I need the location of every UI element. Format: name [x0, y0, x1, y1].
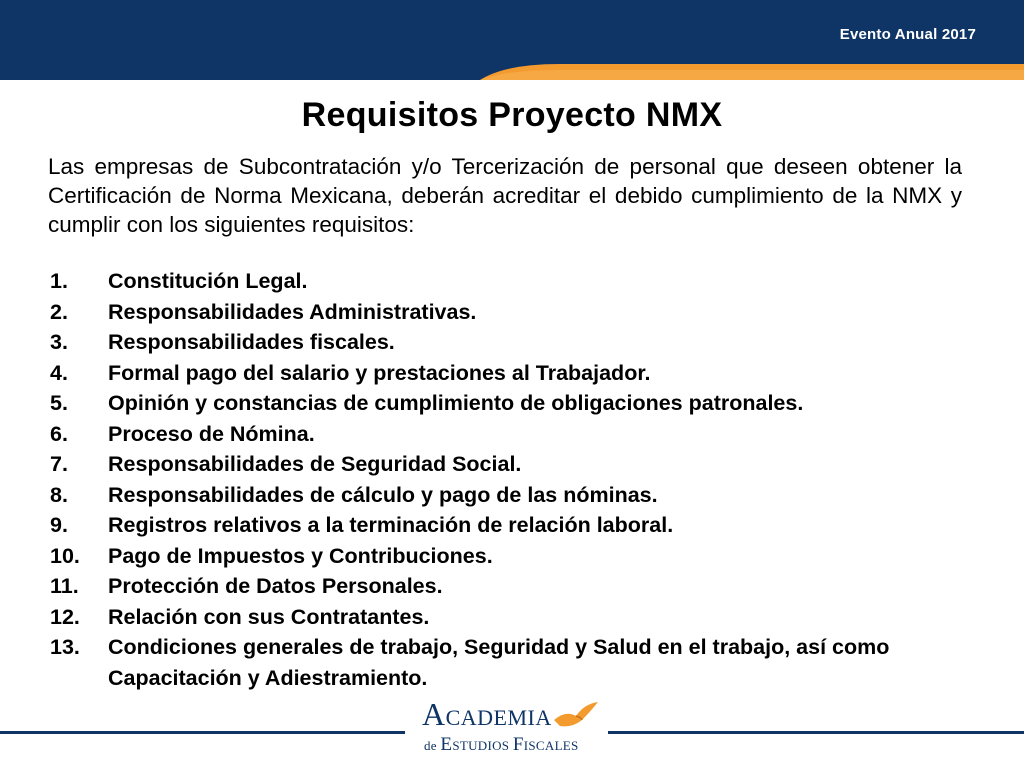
list-item-number: 8. [50, 482, 68, 507]
list-item [50, 602, 970, 633]
list-item-text: Responsabilidades fiscales. [108, 330, 395, 354]
list-item [50, 541, 970, 572]
intro-paragraph: Las empresas de Subcontratación y/o Tercerización de personal que deseen obtener la Certificación de Norma Mexicana, deberán acreditar el debido cumplimiento de la NMX y cumplir con los siguientes requisitos: [48, 154, 962, 237]
list-item-number: 1. [50, 269, 68, 293]
list-item [50, 358, 970, 389]
logo-line-estudios-fiscales: de ESTUDIOS FISCALES [424, 734, 579, 755]
slide-title: Requisitos Proyecto NMX [301, 96, 723, 134]
list-item-number: 4. [50, 360, 68, 385]
list-item-text: Responsabilidades Administrativas. [108, 299, 477, 324]
list-item [50, 388, 970, 419]
list-item-text: Pago de Impuestos y Contribuciones. [108, 543, 493, 568]
list-item-text: Formal pago del salario y prestaciones al Trabajador. [108, 360, 651, 385]
list-item [50, 510, 970, 541]
list-item-number: 5. [50, 391, 68, 415]
list-item-text: Relación con sus Contratantes. [108, 604, 430, 629]
list-item [50, 632, 970, 693]
list-item [50, 480, 970, 511]
logo-line-academia: ACADEMIA [422, 696, 552, 732]
list-item [50, 266, 970, 297]
list-item-number: 9. [50, 513, 68, 537]
list-item-text: Opinión y constancias de cumplimiento de obligaciones patronales. [108, 391, 804, 415]
requirements-list [50, 266, 970, 693]
list-item-text: Registros relativos a la terminación de relación laboral. [108, 513, 674, 537]
list-item-number: 11. [50, 574, 79, 598]
list-item-number: 10. [50, 543, 80, 568]
footer-divider-right [608, 731, 1024, 734]
academia-logo [422, 696, 602, 762]
list-item [50, 297, 970, 328]
list-item-text: Protección de Datos Personales. [108, 574, 443, 598]
list-item-number: 12. [50, 604, 80, 629]
bird-icon [552, 700, 600, 730]
event-label: Evento Anual 2017 [839, 26, 976, 43]
list-item-text: Constitución Legal. [108, 269, 308, 293]
list-item-number: 3. [50, 330, 68, 354]
list-item-number: 7. [50, 452, 68, 476]
list-item-text: Responsabilidades de Seguridad Social. [108, 452, 522, 476]
list-item-text: Responsabilidades de cálculo y pago de las nóminas. [108, 482, 658, 507]
list-item [50, 327, 970, 358]
list-item-number: 6. [50, 421, 68, 446]
list-item-text: Proceso de Nómina. [108, 421, 315, 446]
list-item-number: 2. [50, 299, 68, 324]
footer-divider-left [0, 731, 405, 734]
list-item-number: 13. [50, 635, 80, 659]
list-item-text: Condiciones generales de trabajo, Seguridad y Salud en el trabajo, así como Capacitación y Adiestramiento. [108, 635, 890, 690]
list-item [50, 449, 970, 480]
list-item [50, 419, 970, 450]
list-item [50, 571, 970, 602]
